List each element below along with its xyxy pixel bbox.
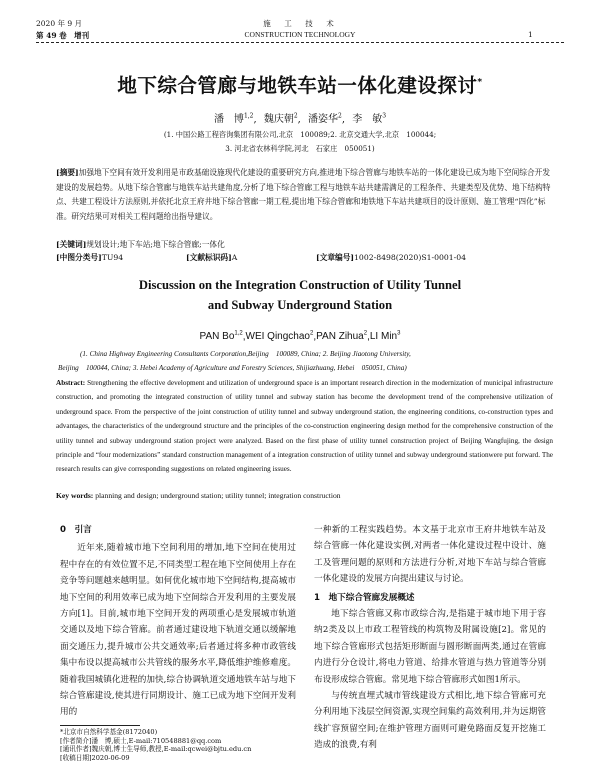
footnote: [收稿日期]2020-06-09 — [60, 753, 130, 762]
author-cn: 李 敏$^3$ — [352, 112, 387, 125]
affiliation-cn-line: 3. 河北省农林科学院,河北 石家庄 050051) — [225, 144, 375, 153]
footnote: [通讯作者]魏庆朝,博士生导师,教授,E-mail:qcwei@bjtu.edu.cn — [60, 745, 252, 753]
author-en: LI Min$^3$ — [369, 331, 401, 343]
section-heading-1: 1 地下综合管廊发展概述 — [314, 592, 415, 603]
intro-paragraph: 近年来,随着城市地下空间利用的增加,地下空间在使用过程中存在的有效位置不足,不同类型工程在地下空间使用上存在竞争等问题越来越明显。如何优化城市地下空间结构,提高城市地下空间的利用效率已成为地下空间综合开发利用的主要发展方向[1]。目前,城市地下空间开发的两项重心是发展城市轨道交通以及地下综合管廊。前者通过建设地下轨道交通以缓解地面交通压力,提升城市公共交通效率;后者通过将多种市政管线集中布设以提高城市公共管线的服务水平,降低维护维修难度。随着我国城镇化进程的加快,综合协调轨道交通地铁车站与地下综合管廊建设,使其进行同期设计、施工已成为地下空间开发利用的 — [60, 543, 296, 718]
footnote-divider — [60, 725, 140, 726]
author-cn: 魏庆朝$^2$ — [263, 112, 298, 125]
issue-date: 2020 年 9 月 — [36, 19, 83, 28]
author-en: PAN Bo$^{1,2}$ — [199, 331, 243, 343]
footnotes — [60, 728, 300, 762]
keywords-en-text: planning and design; underground station; utility tunnel; integration construction — [95, 491, 341, 500]
affiliation-en-line: Beijing 100044, China; 3. Hebei Academy of Agriculture and Forestry Sciences, Shijiazhuang, Hebei 050051, China) — [58, 364, 407, 372]
running-header — [0, 10, 600, 46]
authors-en: PAN Bo$^{1,2}$,WEI Qingchao$^2$,PAN Zihua$^2$,LI Min$^3$ — [199, 331, 401, 343]
keywords-en — [56, 491, 556, 500]
issue-volume: 第 49 卷 增刊 — [36, 31, 90, 40]
section-1-paragraph: 与传统直埋式城市管线建设方式相比,地下综合管廊可充分利用地下浅层空间资源,实现空间集约高效利用,并为远期管线扩容预留空间;在维护管理方面则可避免路面反复开挖施工造成的浪费,有利 — [314, 691, 546, 751]
abstract-cn — [56, 166, 552, 224]
paper-title-cn — [0, 70, 600, 98]
article-no-value: 1002-8498(2020)S1-0001-04 — [354, 253, 467, 262]
keywords-cn-label: [关键词] — [56, 240, 87, 249]
affiliation-en-line: (1. China Highway Engineering Consultants Corporation,Beijing 100089, China; 2. Beijing Jiaotong University, — [80, 350, 411, 358]
left-column — [60, 522, 296, 721]
affiliation-en — [58, 347, 550, 375]
footnote: [作者简介]潘 博,硕士,E-mail:710548881@qq.com — [60, 736, 222, 745]
right-column — [314, 522, 546, 754]
author-en: WEI Qingchao$^2$ — [245, 331, 314, 343]
page-number: 1 — [528, 30, 533, 39]
classification-value: TU94 — [101, 253, 124, 262]
authors-cn: 潘 博$^{1,2}$, 魏庆朝$^2$, 潘姿华$^2$, 李 敏$^3$ — [213, 112, 387, 125]
header-divider — [36, 42, 564, 43]
author-cn: 潘姿华$^2$ — [308, 112, 342, 125]
keywords-cn — [56, 238, 552, 253]
doc-code-value: A — [231, 253, 238, 262]
keywords-en-label: Key words: — [56, 491, 94, 500]
article-no-label: [文章编号] — [316, 253, 355, 262]
abstract-en-label: Abstract: — [56, 379, 86, 387]
author-en: PAN Zihua$^2$ — [316, 331, 368, 343]
footnote: *北京市自然科学基金(8172040) — [60, 728, 158, 736]
title-en-line: and Subway Underground Station — [207, 298, 393, 312]
paper-title-en — [0, 275, 600, 315]
intro-paragraph-continued: 一种新的工程实践趋势。本文基于北京市王府井地铁车站及综合管廊一体化建设实例,对两者一体化建设过程中设计、施工及管理问题的原则和方法进行分析,对地下车站与综合管廊一体化建设的发展方向提出建议与讨论。 — [314, 525, 546, 585]
title-cn-text: 地下综合管廊与地铁车站一体化建设探讨 — [117, 74, 478, 97]
title-en-line: Discussion on the Integration Construction of Utility Tunnel — [138, 278, 462, 292]
abstract-cn-label: [摘要] — [56, 168, 79, 177]
section-1-paragraph: 地下综合管廊又称市政综合沟,是指建于城市地下用于容纳2类及以上市政工程管线的构筑物及附属设施[2]。常见的地下综合管廊形式包括矩形断面与圆形断面两类,通过在管廊内进行分仓设计,将电力管道、给排水管道与热力管道等分别布设形成综合管廊。常见地下综合管廊形式如图1所示。 — [314, 609, 546, 685]
journal-name-en: CONSTRUCTION TECHNOLOGY — [244, 30, 356, 39]
abstract-en-text: Strengthening the effective development and utilization of underground space is an important research direction in the modernization of municipal infrastructure construction, and promoting the integrated construction of utility tunnel and subway station has become the development trend of the comprehensive utilization of underground space. From the perspective of the joint construction of utility tunnel and subway underground station, the engineering conditions, co-construction types and advantages, the characteristics of the underground structure and the principles of the co-construction engineering design method for the comprehensive construction of the utility tunnel and subway underground station project were analyzed. Based on the first phase of utility tunnel construction project of Beijing Wangfujing, the design principle and “four modernizations” standard construction management of a integration construction of utility tunnel and subway underground stationwere put forward. The research results can give corresponding suggestions on related engineering issues. — [56, 379, 554, 474]
author-cn: 潘 博$^{1,2}$ — [213, 112, 254, 125]
classification-line — [56, 252, 556, 263]
keywords-cn-text: 规划设计;地下车站;地下综合管廊;一体化 — [86, 240, 225, 249]
doc-code-label: [文献标识码] — [186, 253, 232, 262]
section-heading-intro: 0 引言 — [60, 525, 92, 535]
journal-name-cn: 施 工 技 术 — [263, 19, 337, 28]
title-cn-mark: * — [477, 77, 483, 88]
classification-label: [中图分类号] — [56, 253, 102, 262]
affiliation-cn-line: (1. 中国公路工程咨询集团有限公司,北京 100089;2. 北京交通大学,北京 100044; — [163, 130, 437, 139]
abstract-en — [56, 376, 553, 477]
abstract-cn-text: 加强地下空间有效开发利用是市政基础设施现代化建设的重要研究方向,推进地下综合管廊与地铁车站的一体化建设已成为地下空间综合开发建设的发展趋势。从地下综合管廊与地铁车站共建角度,分析了地下综合管廊工程与地铁车站共建需满足的工程条件、共建类型及优势、地下结构特点、共建工程设计方法原则,并依托北京王府井地下综合管廊一期工程,提出地下综合管廊和地铁地下车站共建项目的设计原则、施工管理“四化”标准。研究结果可对相关工程问题给出指导建议。 — [56, 168, 551, 221]
